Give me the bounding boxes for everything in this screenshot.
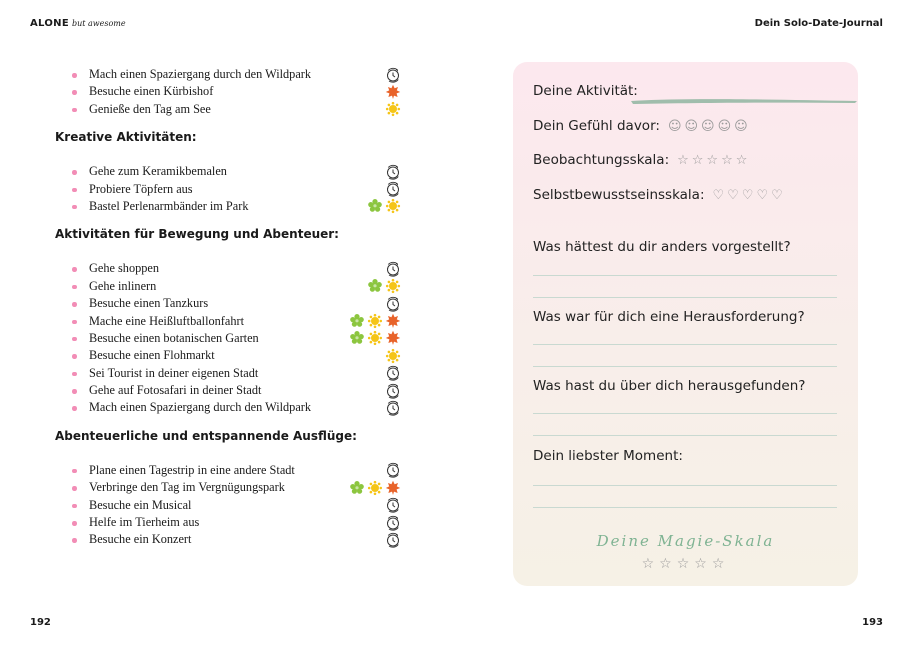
list-item: [55, 198, 415, 215]
season-icons: [385, 295, 401, 312]
clock-icon: [385, 181, 401, 197]
season-icons: [385, 514, 401, 531]
bullet-icon: [72, 521, 77, 526]
activity-text: Genieße den Tag am See: [89, 101, 211, 116]
feeling-label: Dein Gefühl davor:: [533, 118, 660, 134]
activity-text: Probiere Töpfern aus: [89, 181, 193, 196]
sun-icon: [385, 198, 401, 214]
page-number-right: 193: [862, 617, 883, 628]
clock-icon: [385, 462, 401, 478]
activity-items: [55, 462, 415, 549]
activity-items: [55, 163, 415, 215]
activity-text: Sei Tourist in deiner eigenen Stadt: [89, 365, 259, 380]
activity-row: [533, 83, 638, 99]
activity-text: Besuche einen Kürbishof: [89, 84, 214, 99]
bullet-icon: [72, 267, 77, 272]
list-item: [55, 181, 415, 198]
autumn-leaf-icon: [385, 480, 401, 496]
feeling-row: [533, 118, 751, 134]
section-title: Aktivitäten für Bewegung und Abenteuer:: [55, 227, 339, 242]
writing-line: [533, 435, 837, 436]
question-2: Was war für dich eine Herausforderung?: [533, 309, 805, 325]
season-icons: [385, 497, 401, 514]
smiley-icon: ☺☺☺☺☺: [667, 119, 751, 134]
list-item: [55, 365, 415, 382]
season-icons: [367, 198, 401, 215]
autumn-leaf-icon: [385, 313, 401, 329]
sun-icon: [385, 348, 401, 364]
bullet-icon: [72, 406, 77, 411]
brush-stroke: [629, 97, 859, 105]
list-item: [55, 514, 415, 531]
observation-label: Beobachtungsskala:: [533, 152, 670, 168]
activity-text: Plane einen Tagestrip in eine andere Stadt: [89, 462, 295, 477]
season-icons: [385, 365, 401, 382]
clock-icon: [385, 400, 401, 416]
flower-icon: [349, 480, 365, 496]
bullet-icon: [72, 170, 77, 175]
bullet-icon: [72, 538, 77, 543]
journal-title: Dein Solo-Date-Journal: [754, 18, 883, 29]
list-item: [55, 479, 415, 496]
list-item: [55, 399, 415, 416]
bullet-icon: [72, 389, 77, 394]
sun-icon: [385, 101, 401, 117]
season-icons: [385, 181, 401, 198]
clock-icon: [385, 532, 401, 548]
activity-label: Deine Aktivität:: [533, 83, 638, 99]
section-title: Abenteuerliche und entspannende Ausflüge:: [55, 428, 357, 443]
list-item: [55, 278, 415, 295]
sun-icon: [367, 313, 383, 329]
flower-icon: [349, 330, 365, 346]
flower-icon: [367, 278, 383, 294]
clock-icon: [385, 261, 401, 277]
season-icons: [349, 479, 401, 496]
activity-text: Gehe zum Keramikbemalen: [89, 164, 227, 179]
bullet-icon: [72, 469, 77, 474]
list-item: [55, 295, 415, 312]
activity-text: Gehe auf Fotosafari in deiner Stadt: [89, 383, 262, 398]
season-icons: [367, 278, 401, 295]
season-icons: [385, 83, 401, 100]
sun-icon: [367, 330, 383, 346]
list-item: [55, 382, 415, 399]
list-item: [55, 101, 415, 118]
season-icons: [385, 382, 401, 399]
writing-line: [533, 275, 837, 276]
autumn-leaf-icon: [385, 330, 401, 346]
question-4: Dein liebster Moment:: [533, 448, 683, 464]
activity-text: Besuche ein Musical: [89, 497, 192, 512]
season-icons: [385, 462, 401, 479]
bullet-icon: [72, 108, 77, 113]
activity-text: Mach einen Spaziergang durch den Wildpark: [89, 67, 312, 81]
page-number-left: 192: [30, 617, 51, 628]
activity-text: Verbringe den Tag im Vergnügungspark: [89, 480, 285, 495]
writing-line: [533, 344, 837, 345]
bullet-icon: [72, 285, 77, 290]
question-1: Was hättest du dir anders vorgestellt?: [533, 239, 791, 255]
activity-text: Mache eine Heißluftballonfahrt: [89, 313, 245, 328]
list-item: [55, 260, 415, 277]
bullet-icon: [72, 354, 77, 359]
activity-items: [55, 66, 415, 118]
flower-icon: [349, 313, 365, 329]
clock-icon: [385, 67, 401, 83]
writing-line: [533, 413, 837, 414]
clock-icon: [385, 383, 401, 399]
clock-icon: [385, 515, 401, 531]
activity-items: [55, 260, 415, 417]
bullet-icon: [72, 188, 77, 193]
season-icons: [385, 101, 401, 118]
activity-text: Besuche einen Tanzkurs: [89, 296, 209, 311]
sun-icon: [367, 480, 383, 496]
flower-icon: [367, 198, 383, 214]
clock-icon: [385, 365, 401, 381]
writing-line: [533, 485, 837, 486]
bullet-icon: [72, 205, 77, 210]
bullet-icon: [72, 90, 77, 95]
list-item: [55, 531, 415, 548]
list-item: [55, 313, 415, 330]
list-item: [55, 330, 415, 347]
magic-scale-title: Deine Magie-Skala: [596, 532, 775, 550]
activity-text: Besuche ein Konzert: [89, 532, 192, 547]
list-item: [55, 497, 415, 514]
writing-line: [533, 297, 837, 298]
bullet-icon: [72, 504, 77, 509]
bullet-icon: [72, 320, 77, 325]
activity-text: Besuche einen botanischen Garten: [89, 330, 259, 345]
activity-text: Helfe im Tierheim aus: [89, 515, 200, 530]
season-icons: [385, 163, 401, 180]
brand-subtitle: but awesome: [71, 19, 126, 28]
heart-icon: ♡♡♡♡♡: [712, 188, 786, 203]
section-title: Kreative Aktivitäten:: [55, 130, 197, 145]
bullet-icon: [72, 486, 77, 491]
clock-icon: [385, 296, 401, 312]
book-brand: [30, 18, 126, 29]
activity-section: [55, 226, 415, 417]
season-icons: [385, 347, 401, 364]
activity-section: [55, 428, 415, 549]
activity-text: Gehe shoppen: [89, 261, 160, 276]
activity-list: [55, 66, 415, 549]
activity-text: Mach einen Spaziergang durch den Wildpark: [89, 400, 312, 415]
list-item: [55, 347, 415, 364]
clock-icon: [385, 164, 401, 180]
star-icon: ☆☆☆☆☆: [677, 153, 751, 168]
sun-icon: [385, 278, 401, 294]
list-item: [55, 163, 415, 180]
list-item: [55, 462, 415, 479]
bullet-icon: [72, 372, 77, 377]
season-icons: [385, 260, 401, 277]
season-icons: [385, 531, 401, 548]
activity-text: Besuche einen Flohmarkt: [89, 348, 215, 363]
activity-text: Bastel Perlenarmbänder im Park: [89, 198, 249, 213]
brand-name: ALONE: [30, 18, 69, 29]
journal-card: [513, 62, 858, 586]
season-icons: [385, 66, 401, 83]
autumn-leaf-icon: [385, 84, 401, 100]
confidence-row: [533, 187, 786, 203]
season-icons: [349, 330, 401, 347]
list-item: [55, 83, 415, 100]
clock-icon: [385, 497, 401, 513]
writing-line: [533, 507, 837, 508]
season-icons: [385, 399, 401, 416]
observation-row: [533, 152, 750, 168]
bullet-icon: [72, 73, 77, 78]
season-icons: [349, 313, 401, 330]
activity-section: [55, 66, 415, 118]
bullet-icon: [72, 302, 77, 307]
list-item: [55, 66, 415, 83]
activity-text: Gehe inlinern: [89, 278, 157, 293]
activity-section: [55, 129, 415, 215]
writing-line: [533, 366, 837, 367]
question-3: Was hast du über dich herausgefunden?: [533, 378, 806, 394]
star-icon: ☆☆☆☆☆: [641, 556, 730, 572]
confidence-label: Selbstbewusstseinsskala:: [533, 187, 705, 203]
bullet-icon: [72, 337, 77, 342]
